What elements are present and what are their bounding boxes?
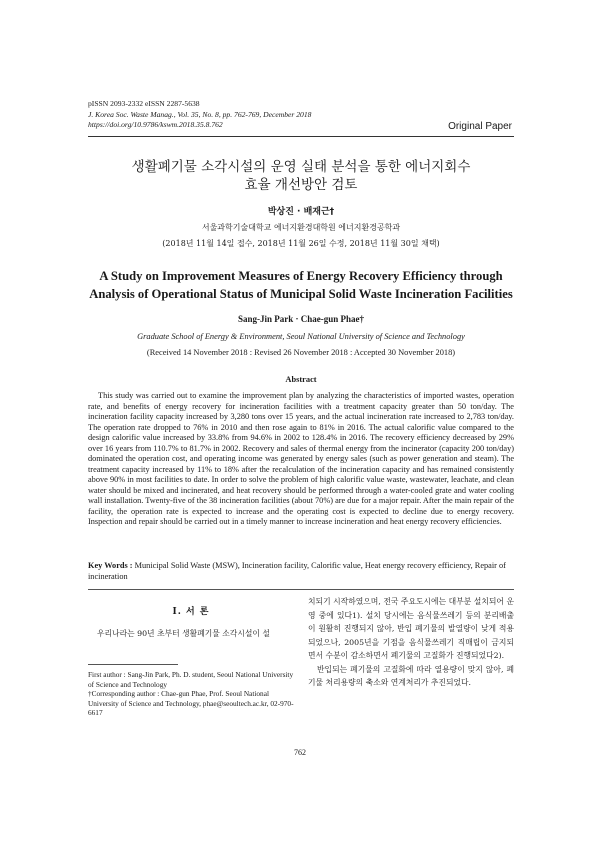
korean-title-line1: 생활폐기물 소각시설의 운영 실태 분석을 통한 에너지회수 <box>131 159 471 175</box>
intro-paragraph: 우리나라는 90년 초부터 생활폐기물 소각시설이 설 <box>97 629 270 638</box>
english-title-line1: A Study on Improvement Measures of Energy Recovery Efficiency through <box>99 269 503 283</box>
korean-title <box>88 158 514 194</box>
corresponding-author-note: †Corresponding author : Chae-gun Phae, Prof. Seoul National University of Science and Technology, phae@seoultech.ac.kr, 02-970-6617 <box>88 689 294 718</box>
keywords-text: Municipal Solid Waste (MSW), Incineration facility, Calorific value, Heat energy recovery efficiency, Repair of incineration <box>88 561 506 581</box>
english-title-line2: Analysis of Operational Status of Municipal Solid Waste Incineration Facilities <box>89 287 513 301</box>
paper-type-label: Original Paper <box>448 121 512 132</box>
journal-citation: J. Korea Soc. Waste Manag., Vol. 35, No. 8, pp. 762-769, December 2018 <box>88 109 312 119</box>
abstract-heading: Abstract <box>285 375 317 384</box>
footnote-divider <box>88 664 178 665</box>
korean-affiliation: 서울과학기술대학교 에너지환경대학원 에너지환경공학과 <box>201 223 401 232</box>
english-authors: Sang-Jin Park · Chae-gun Phae† <box>237 314 365 324</box>
korean-authors: 박상진 · 배재근† <box>267 207 335 217</box>
keywords-divider <box>88 589 514 590</box>
body-paragraph-1: 치되기 시작하였으며, 전국 주요도시에는 대부분 설치되어 운영 중에 있다1). 설치 당시에는 음식물쓰레기 등의 분리배출이 원활히 진행되지 않아, 반입 폐기물의 발열량이 낮게 적용되었으나, 2005년을 기점을 음식물쓰레기 직매립이 금지되면서 수분이 감소하면서 폐기물의 고질화가 진행되었다2). <box>308 597 514 660</box>
doi-link[interactable]: https://doi.org/10.9786/kswm.2018.35.8.762 <box>88 120 223 129</box>
page-number: 762 <box>294 748 306 757</box>
keywords-label: Key Words : <box>88 561 133 570</box>
first-author-note: First author : Sang-Jin Park, Ph. D. student, Seoul National University of Science and Technology <box>88 670 294 689</box>
footnotes <box>88 670 294 718</box>
body-paragraph-2: 반입되는 폐기물의 고질화에 따라 열용량이 맞지 않아, 폐기물 처리용량의 축소와 연계처리가 추진되었다. <box>308 664 514 687</box>
abstract-body: This study was carried out to examine the improvement plan by analyzing the characteristics of imported wastes, operation rate, and benefits of energy recovery for incineration facilities with a treatment capacity greater than 50 ton/day. The incineration facility capacity increased by 3,280 tons over 15 years, and the actual incineration rate increased to 2,783 ton/day. The operation rate dropped to 76% in 2010 and then rose again to 81% in 2016. The actual calorific value compared to the design calorific value increased by 33.8% from 94.6% in 2002 to 128.4% in 2016. The recovery efficiency decreased by 29% over 16 years from 110.7% to 81.7% in 2002. Recovery and sales of thermal energy from the incinerator (capacity 200 ton/day) dominated the operation cost, and operating income was generated by energy sales (such as power generation and steam). The treatment capacity increased by 11% to 18% after the recalculation of the incineration capacity and has remained consistently above 90% in most facilities to date. In order to solve the problem of high calorific value waste, wastewater, leachate, and clean water should be mixed and incinerated, and heat recovery should be performed through a water-cooled grate and water cooling wall installation. Twenty-five of the 38 incineration facilities (about 70%) are due for a major repair. After the main repair of the facility, the operation rate is expected to increase and the operating cost is expected to decline due to energy recovery. Inspection and repair should be carried out in a timely manner to increase incineration and heat energy recovery efficiencies. <box>88 391 514 526</box>
right-column <box>308 595 514 690</box>
left-column <box>88 595 294 641</box>
section-heading-introduction: I. 서 론 <box>172 607 210 617</box>
english-dates: (Received 14 November 2018 : Revised 26 November 2018 : Accepted 30 November 2018) <box>146 348 456 357</box>
english-title <box>72 267 530 303</box>
keywords <box>88 561 514 582</box>
korean-title-line2: 효율 개선방안 검토 <box>244 177 358 193</box>
english-affiliation: Graduate School of Energy & Environment, Seoul National University of Science and Technology <box>137 332 465 341</box>
header-divider <box>88 136 514 137</box>
korean-dates: (2018년 11월 14일 접수, 2018년 11월 26일 수정, 2018년 11월 30일 채택) <box>162 239 440 248</box>
issn-line: pISSN 2093-2332 eISSN 2287-5638 <box>88 99 200 108</box>
